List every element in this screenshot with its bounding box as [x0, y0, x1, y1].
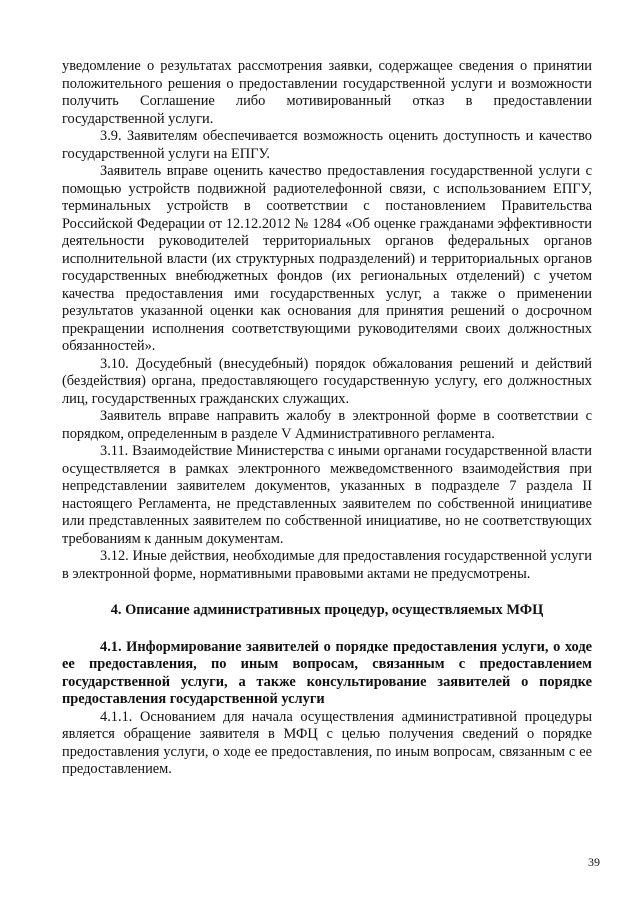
paragraph-3-9: 3.9. Заявителям обеспечивается возможность оценить доступность и качество государственной услуги на ЕПГУ. — [62, 128, 592, 162]
document-page — [62, 58, 592, 779]
paragraph-3-12: 3.12. Иные действия, необходимые для предоставления государственной услуги в электронной форме, нормативными правовыми актами не предусмотрены. — [62, 548, 592, 582]
paragraph-4-1-1: 4.1.1. Основанием для начала осуществления административной процедуры является обращение заявителя в МФЦ с целью получения сведений о порядке предоставления услуги, о ходе ее предоставления, по иным вопросам, связанным с ее предоставлением. — [62, 708, 592, 777]
paragraph-assessment: Заявитель вправе оценить качество предоставления государственной услуги с помощью устройств подвижной радиотелефонной связи, с использованием ЕПГУ, терминальных устройств в соответствии с постановлением Правительства Российской Федерации от 12.12.2012 № 1284 «Об оценке гражданами эффективности деятельности руководителей территориальных органов федеральных органов исполнительной власти (их структурных подразделений) и территориальных органов государственных внебюджетных фондов (их региональных отделений) с учетом качества предоставления ими государственных услуг, а также о применении результатов указанной оценки как основания для принятия решений о досрочном прекращении исполнения соответствующими руководителями своих должностных обязанностей». — [62, 163, 592, 354]
paragraph-3-11: 3.11. Взаимодействие Министерства с иными органами государственной власти осуществляется в рамках электронного межведомственного взаимодействия при непредставлении заявителем документов, указанных в подразделе 7 раздела II настоящего Регламента, не представленных заявителем по собственной инициативе или представленных заявителем по собственной инициативе, но не соответствующих требованиям к данным документам. — [62, 443, 592, 547]
paragraph-continuation: уведомление о результатах рассмотрения заявки, содержащее сведения о принятии положительного решения о предоставлении государственной услуги и возможности получить Соглашение либо мотивированный отказ в предоставлении государственной услуги. — [62, 58, 592, 127]
paragraph-complaint: Заявитель вправе направить жалобу в электронной форме в соответствии с порядком, определенным в разделе V Административного регламента. — [62, 408, 592, 442]
page-number: 39 — [588, 855, 600, 869]
section-heading: 4. Описание административных процедур, осуществляемых МФЦ — [110, 602, 544, 618]
subsection-heading: 4.1. Информирование заявителей о порядке предоставления услуги, о ходе ее предоставления, по иным вопросам, связанным с предоставлением государственной услуги, а также консультирование заявителей о порядке предоставления государственной услуги — [62, 638, 592, 707]
paragraph-3-10: 3.10. Досудебный (внесудебный) порядок обжалования решений и действий (бездействия) органа, предоставляющего государственную услугу, его должностных лиц, государственных гражданских служащих. — [62, 355, 592, 407]
